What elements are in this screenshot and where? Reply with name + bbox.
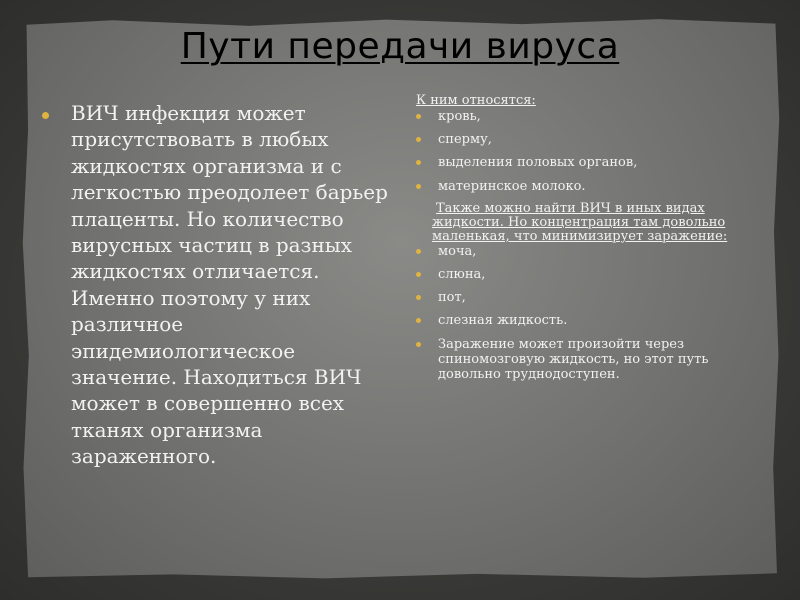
note-text: Также можно найти ВИЧ в иных видах жидкости. Но концентрация там довольно маленькая, что минимизирует заражение: [432, 200, 728, 244]
right-column [410, 92, 760, 390]
bullet-dot-icon [416, 160, 421, 165]
list-heading: К ним относятся: [416, 93, 536, 108]
bullet-dot-icon [416, 342, 421, 347]
list-item: сперму, [410, 132, 760, 147]
left-bullet-text: ВИЧ инфекция может присутствовать в любых жидкостях организма и с легкостью преодолеет барьер плаценты. Но количество вирусных частиц в разных жидкостях отличается. Именно поэтому у них различное эпидемиологическое значение. Находиться ВИЧ может в совершенно всех тканях организма зараженного. [71, 101, 388, 469]
bullet-dot-icon [416, 249, 421, 254]
bullet-dot-icon [42, 112, 49, 119]
bullet-dot-icon [416, 184, 421, 189]
list-item: слезная жидкость. [410, 313, 760, 328]
list-item: моча, [410, 244, 760, 259]
bullet-dot-icon [416, 114, 421, 119]
bullet-dot-icon [416, 295, 421, 300]
page-title: Пути передачи вируса [180, 26, 620, 67]
list-item: выделения половых органов, [410, 155, 760, 170]
list-item: кровь, [410, 109, 760, 124]
fluids-list [410, 109, 760, 194]
left-column [42, 100, 392, 470]
bullet-dot-icon [416, 272, 421, 277]
list-item: Заражение может произойти через спиномозговую жидкость, но этот путь довольно труднодоступен. [410, 337, 760, 382]
bullet-dot-icon [416, 318, 421, 323]
list-item: материнское молоко. [410, 179, 760, 194]
list-item: слюна, [410, 267, 760, 282]
bullet-dot-icon [416, 137, 421, 142]
list-item: пот, [410, 290, 760, 305]
other-fluids-list [410, 244, 760, 382]
